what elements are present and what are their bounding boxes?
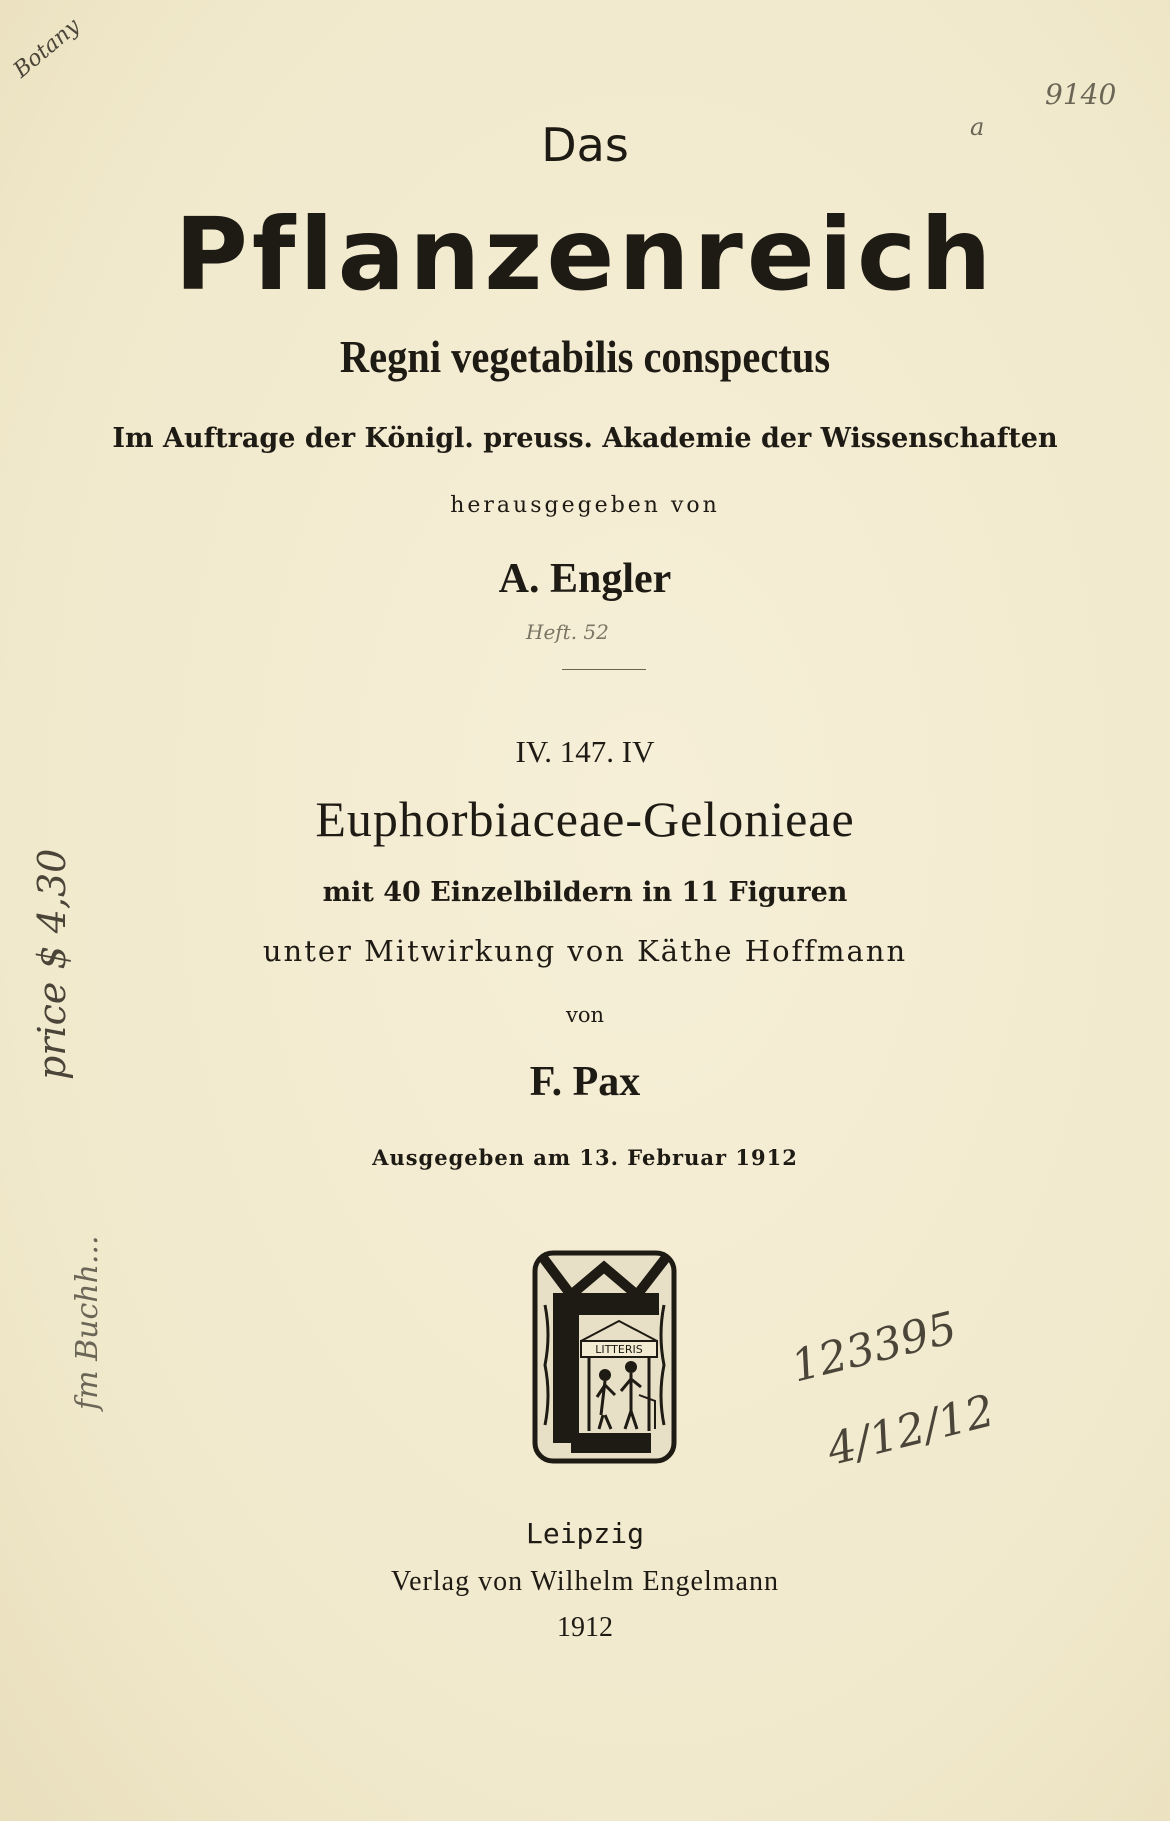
publisher-logo-icon: [531, 1245, 678, 1465]
issue-date: Ausgegeben am 13. Februar 1912: [372, 1145, 798, 1170]
handwritten-accession-date: 4/12/12: [822, 1385, 1000, 1476]
by-line: von: [565, 1003, 605, 1027]
handwritten-vendor: fm Buchh...: [70, 1235, 105, 1410]
series-number: IV. 147. IV: [515, 734, 655, 769]
main-title: Pflanzenreich: [174, 196, 996, 313]
commission-line: Im Auftrage der Königl. preuss. Akademie der Wissenschaften: [112, 423, 1058, 454]
edited-by-line: herausgegeben von: [450, 493, 720, 518]
editor-name: A. Engler: [498, 556, 672, 602]
header-das: Das: [541, 118, 629, 172]
library-stamp: Botany: [9, 13, 85, 84]
collaboration-line: unter Mitwirkung von Käthe Hoffmann: [262, 934, 908, 968]
handwritten-price: price $ 4,30: [30, 848, 74, 1080]
publisher-name: Verlag von Wilhelm Engelmann: [391, 1566, 779, 1597]
author-name: F. Pax: [529, 1059, 641, 1105]
logo-motto: LITTERIS: [595, 1343, 643, 1356]
handwritten-heft: Heft. 52: [526, 620, 609, 644]
divider-rule: [562, 669, 646, 670]
publisher-city: Leipzig: [525, 1517, 644, 1550]
handwritten-mark-a: a: [970, 113, 985, 141]
subtitle: Regni vegetabilis conspectus: [339, 331, 831, 382]
illustrations-line: mit 40 Einzelbildern in 11 Figuren: [322, 877, 848, 908]
work-title: Euphorbiaceae-Gelonieae: [315, 791, 855, 847]
publication-year: 1912: [557, 1612, 613, 1643]
handwritten-top-number: 9140: [1045, 78, 1117, 111]
handwritten-accession-number: 123395: [786, 1302, 962, 1393]
